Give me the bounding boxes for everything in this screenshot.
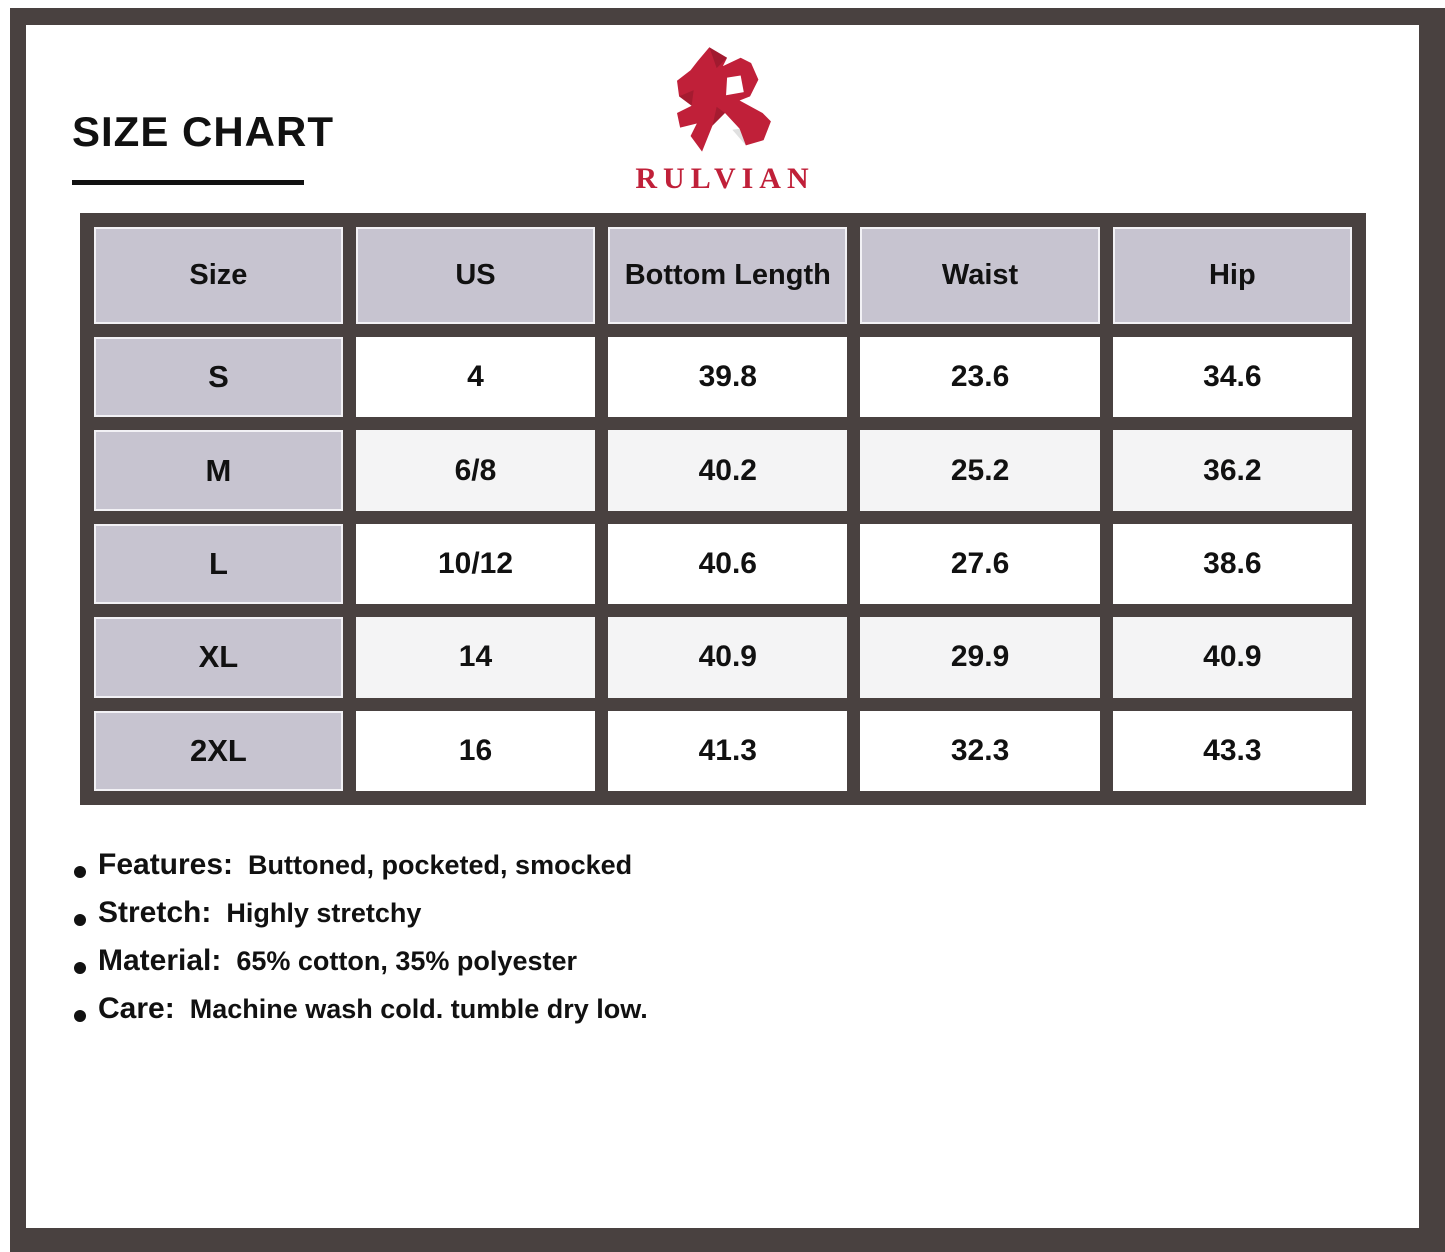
cell-s-bottom-length: 39.8: [608, 337, 847, 417]
list-item: [74, 944, 648, 992]
column-header-waist: Waist: [860, 227, 1099, 324]
bullet-icon: [74, 914, 86, 926]
rulvian-logo-icon: [660, 40, 790, 160]
title-block: [72, 108, 334, 185]
bullet-icon: [74, 1010, 86, 1022]
detail-value-material: 65% cotton, 35% polyester: [236, 946, 577, 976]
brand-name: RULVIAN: [635, 162, 815, 195]
cell-2xl-hip: 43.3: [1113, 711, 1352, 791]
column-header-bottom-length: Bottom Length: [608, 227, 847, 324]
detail-value-features: Buttoned, pocketed, smocked: [248, 850, 633, 880]
row-label-2xl: 2XL: [94, 711, 343, 791]
cell-2xl-bottom-length: 41.3: [608, 711, 847, 791]
product-details-list: [74, 848, 648, 1040]
column-header-size: Size: [94, 227, 343, 324]
list-item: [74, 992, 648, 1040]
column-header-hip: Hip: [1113, 227, 1352, 324]
cell-m-bottom-length: 40.2: [608, 430, 847, 510]
cell-l-bottom-length: 40.6: [608, 524, 847, 604]
cell-s-hip: 34.6: [1113, 337, 1352, 417]
cell-l-waist: 27.6: [860, 524, 1099, 604]
page-title: SIZE CHART: [72, 108, 334, 155]
list-item: [74, 848, 648, 896]
row-label-m: M: [94, 430, 343, 510]
cell-m-waist: 25.2: [860, 430, 1099, 510]
cell-2xl-us: 16: [356, 711, 595, 791]
detail-value-care: Machine wash cold. tumble dry low.: [189, 994, 648, 1024]
bullet-icon: [74, 962, 86, 974]
cell-m-us: 6/8: [356, 430, 595, 510]
detail-label-care: Care:: [98, 992, 175, 1025]
cell-xl-us: 14: [356, 617, 595, 697]
brand-block: [605, 40, 845, 196]
detail-value-stretch: Highly stretchy: [226, 898, 422, 928]
cell-l-hip: 38.6: [1113, 524, 1352, 604]
row-label-xl: XL: [94, 617, 343, 697]
row-label-l: L: [94, 524, 343, 604]
size-chart-table: [80, 213, 1366, 805]
bullet-icon: [74, 866, 86, 878]
cell-m-hip: 36.2: [1113, 430, 1352, 510]
cell-xl-bottom-length: 40.9: [608, 617, 847, 697]
list-item: [74, 896, 648, 944]
cell-s-us: 4: [356, 337, 595, 417]
column-header-us: US: [356, 227, 595, 324]
cell-l-us: 10/12: [356, 524, 595, 604]
row-label-s: S: [94, 337, 343, 417]
cell-2xl-waist: 32.3: [860, 711, 1099, 791]
cell-s-waist: 23.6: [860, 337, 1099, 417]
cell-xl-waist: 29.9: [860, 617, 1099, 697]
detail-label-material: Material:: [98, 944, 222, 977]
detail-label-stretch: Stretch:: [98, 896, 212, 929]
title-underline: [72, 180, 304, 185]
detail-label-features: Features:: [98, 848, 234, 881]
cell-xl-hip: 40.9: [1113, 617, 1352, 697]
